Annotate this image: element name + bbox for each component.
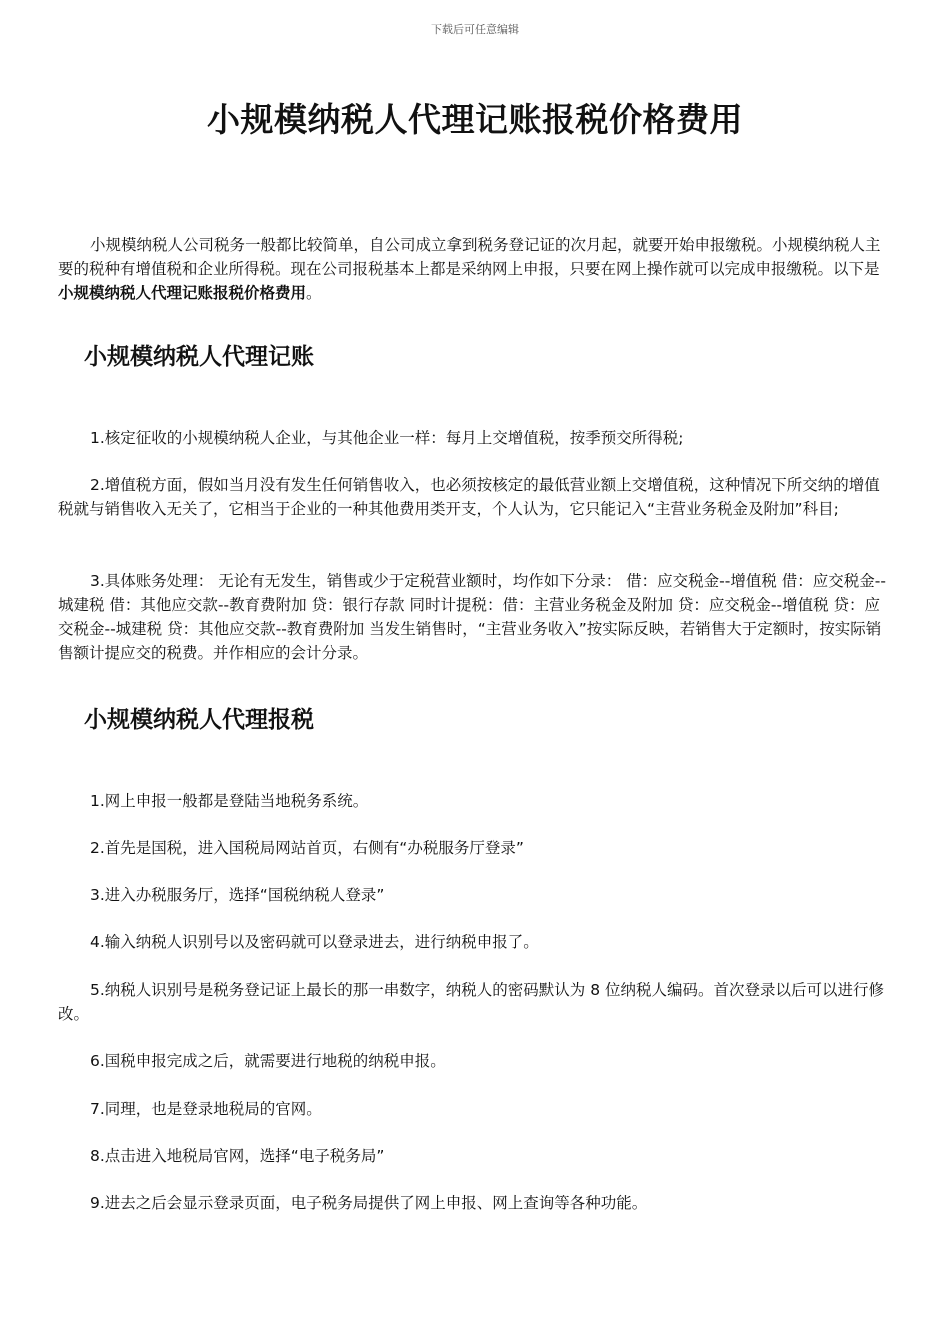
list-item: 1.核定征收的小规模纳税人企业，与其他企业一样：每月上交增值税，按季预交所得税; xyxy=(90,429,684,447)
document-title: 小规模纳税人代理记账报税价格费用 xyxy=(207,100,743,139)
list-item: 5.纳税人识别号是税务登记证上最长的那一串数字，纳税人的密码默认为 8 位纳税人编码。首次登录以后可以进行修改。 xyxy=(58,981,885,1023)
list-item: 8.点击进入地税局官网，选择“电子税务局” xyxy=(90,1147,385,1165)
section-heading-bookkeeping: 小规模纳税人代理记账 xyxy=(84,344,314,370)
section-heading-tax-filing: 小规模纳税人代理报税 xyxy=(84,707,314,733)
intro-end: 。 xyxy=(306,284,322,302)
list-item: 3.具体账务处理： 无论有无发生，销售或少于定税营业额时，均作如下分录： 借：应交税金--增值税 借：应交税金--城建税 借：其他应交款--教育费附加 贷：银行存款 同时计提税：借：主营业务税金及附加 贷：应交税金--增值税 贷：应交税金--城建税 贷：其他应交款--教育费附加 当发生销售时，“主营业务收入”按实际反映，若销售大于定额时，按实际销售额计提应交的税费。并作相应的会计分录。 xyxy=(58,572,886,662)
list-item: 2.首先是国税，进入国税局网站首页，右侧有“办税服务厅登录” xyxy=(90,839,524,857)
list-item: 3.进入办税服务厅，选择“国税纳税人登录” xyxy=(90,886,385,904)
list-item: 4.输入纳税人识别号以及密码就可以登录进去，进行纳税申报了。 xyxy=(90,933,539,951)
list-item: 1.网上申报一般都是登陆当地税务系统。 xyxy=(90,792,369,810)
list-item: 9.进去之后会显示登录页面，电子税务局提供了网上申报、网上查询等各种功能。 xyxy=(90,1194,648,1212)
page-header-note: 下载后可任意编辑 xyxy=(431,23,519,36)
list-item: 7.同理，也是登录地税局的官网。 xyxy=(90,1100,322,1118)
intro-text: 小规模纳税人公司税务一般都比较简单，自公司成立拿到税务登记证的次月起，就要开始申报缴税。小规模纳税人主要的税种有增值税和企业所得税。现在公司报税基本上都是采纳网上申报，只要在网上操作就可以完成申报缴税。以下是 xyxy=(58,236,881,278)
intro-paragraph xyxy=(58,233,894,305)
list-item: 6.国税申报完成之后，就需要进行地税的纳税申报。 xyxy=(90,1052,446,1070)
list-item: 2.增值税方面，假如当月没有发生任何销售收入，也必须按核定的最低营业额上交增值税，这种情况下所交纳的增值税就与销售收入无关了，它相当于企业的一种其他费用类开支，个人认为，它只能记入“主营业务税金及附加”科目; xyxy=(58,476,880,518)
intro-bold-text: 小规模纳税人代理记账报税价格费用 xyxy=(58,284,307,302)
